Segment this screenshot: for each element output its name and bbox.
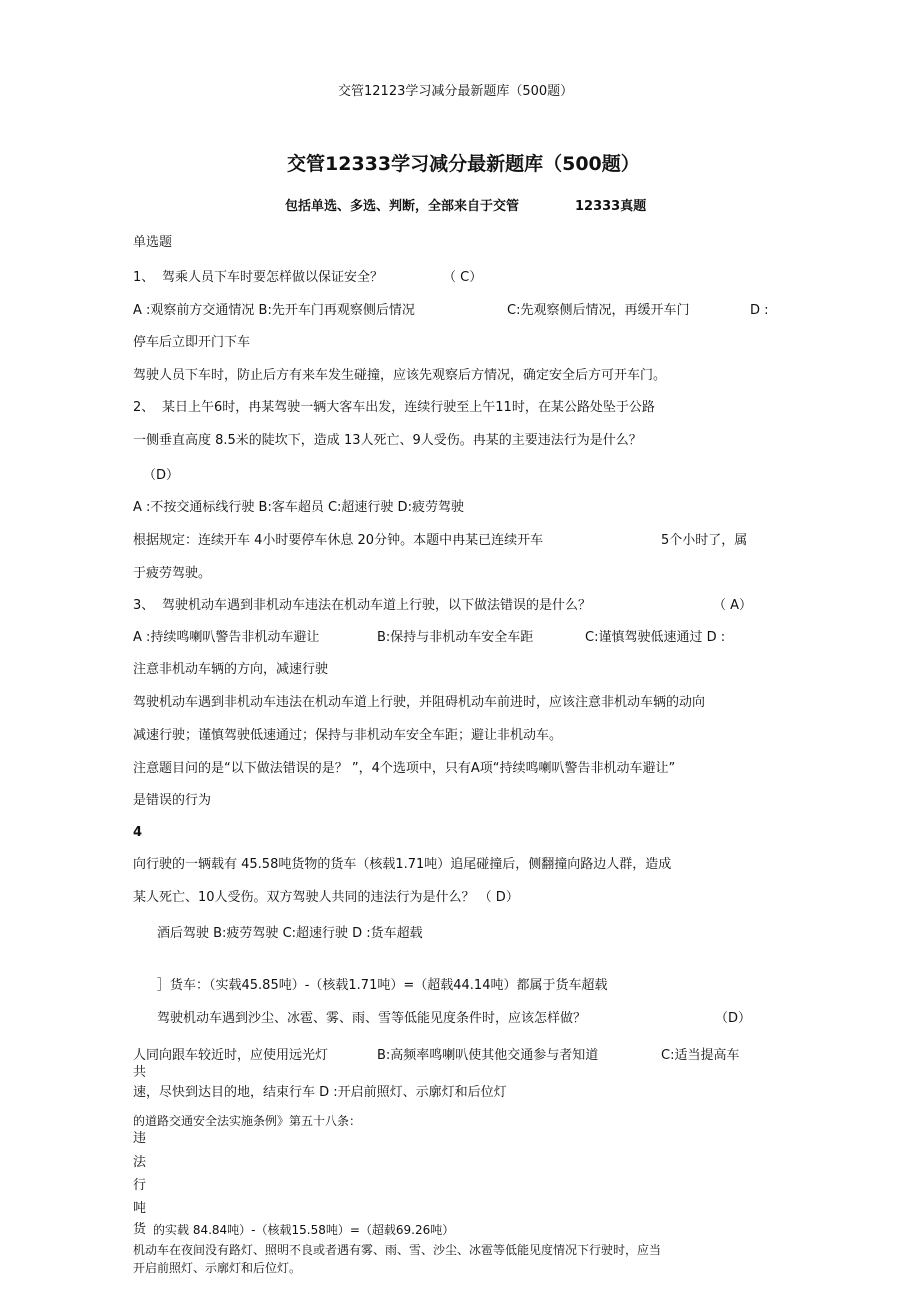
q5-vertical-char: 法 [133,1155,147,1170]
q2-stem-line1: 某日上午6时，冉某驾驶一辆大客车出发，连续行驶至上午11时，在某公路处坠于公路 [162,400,655,415]
q2-explanation-c: 于疲劳驾驶。 [133,566,212,581]
q5-vertical-char: 违 [133,1131,147,1146]
q3-answer: （ A） [713,598,753,613]
q3-explanation-1: 驾驶机动车遇到非机动车违法在机动车道上行驶，并阻碍机动车前进时，应该注意非机动车辆的动向 [133,695,706,710]
q2-answer: （D） [143,468,180,483]
q5-calculation: 的实载 84.84吨）-（核载15.58吨）=（超载69.26吨） [153,1223,455,1237]
q2-options: A :不按交通标线行驶 B:客车超员 C:超速行驶 D:疲劳驾驶 [133,500,464,515]
q5-rule-line2: 开启前照灯、示廓灯和后位灯。 [133,1261,302,1275]
q2-explanation-a: 根据规定：连续开车 4小时要停车休息 20分钟。本题中冉某已连续开车 [133,533,544,548]
q1-option-c: C:先观察侧后情况，再缓开车门 [507,303,690,318]
q5-vertical-char: 吨 [133,1201,147,1216]
q1-answer: （ C） [443,270,483,285]
q4-options: 酒后驾驶 B:疲劳驾驶 C:超速行驶 D :货车超载 [157,926,423,941]
q5-law-reference: 的道路交通安全法实施条例》第五十八条： [133,1114,362,1128]
q5-option-b: B:高频率鸣喇叭使其他交通参与者知道 [377,1048,599,1063]
q3-note-1: 注意题目问的是“以下做法错误的是？ ”，4个选项中，只有A项“持续鸣喇叭警告非机动车避让” [133,761,676,776]
q4-number: 4 [133,825,143,840]
q2-stem-line2: 一侧垂直高度 8.5米的陡坎下，造成 13人死亡、9人受伤。冉某的主要违法行为是什么？ [133,433,642,448]
q5-vertical-char: 货 [133,1222,147,1237]
q5-answer: （D） [715,1011,752,1026]
q4-stem-line2: 某人死亡、10人受伤。双方驾驶人共同的违法行为是什么？ （ D） [133,890,519,905]
q3-number: 3、 [133,598,155,613]
q5-option-a: 人同向跟车较近时，应使用远光灯 [133,1048,329,1063]
q5-fragment-gong: 共 [133,1065,147,1080]
q5-option-c: C:适当提高车 [661,1048,740,1063]
q3-option-c: C:谨慎驾驶低速通过 D : [585,630,726,645]
q5-vertical-char: 行 [133,1178,147,1193]
q3-option-a: A :持续鸣喇叭警告非机动车避让 [133,630,320,645]
q5-rule-line1: 机动车在夜间没有路灯、照明不良或者遇有雾、雨、雪、沙尘、冰雹等低能见度情况下行驶时，应当 [133,1243,662,1257]
q3-stem: 驾驶机动车遇到非机动车违法在机动车道上行驶，以下做法错误的是什么？ [162,598,592,613]
q4-explanation: ］货车：（实载45.85吨）-（核载1.71吨）=（超载44.14吨）都属于货车超载 [157,978,608,993]
q2-explanation-b: 5个小时了，属 [661,533,748,548]
q1-options-ab: A :观察前方交通情况 B:先开车门再观察侧后情况 [133,303,415,318]
subtitle-part-a: 包括单选、多选、判断，全部来自于交管 [285,199,520,214]
q3-option-d: 注意非机动车辆的方向，减速行驶 [133,662,329,677]
page-title: 交管12333学习减分最新题库（500题） [287,153,640,175]
q1-number: 1、 [133,270,155,285]
q1-stem: 驾乘人员下车时要怎样做以保证安全？ [162,270,384,285]
q5-stem: 驾驶机动车遇到沙尘、冰雹、雾、雨、雪等低能见度条件时，应该怎样做？ [157,1011,587,1026]
q3-option-b: B:保持与非机动车安全车距 [377,630,534,645]
q1-option-d-text: 停车后立即开门下车 [133,335,251,350]
q3-note-2: 是错误的行为 [133,793,212,808]
q4-stem-line1: 向行驶的一辆载有 45.58吨货物的货车（核载1.71吨）追尾碰撞后，侧翻撞向路边人群，造成 [133,857,672,872]
subtitle-part-b: 12333真题 [575,199,647,214]
q1-option-d-label: D : [750,303,769,318]
section-label: 单选题 [133,235,173,250]
running-title: 交管12123学习减分最新题库（500题） [338,84,574,99]
q2-number: 2、 [133,400,155,415]
q5-line-speed: 速，尽快到达目的地，结束行车 D :开启前照灯、示廓灯和后位灯 [133,1085,507,1100]
q1-explanation: 驾驶人员下车时，防止后方有来车发生碰撞，应该先观察后方情况，确定安全后方可开车门。 [133,368,667,383]
q3-explanation-2: 减速行驶；谨慎驾驶低速通过；保持与非机动车安全车距；避让非机动车。 [133,728,563,743]
